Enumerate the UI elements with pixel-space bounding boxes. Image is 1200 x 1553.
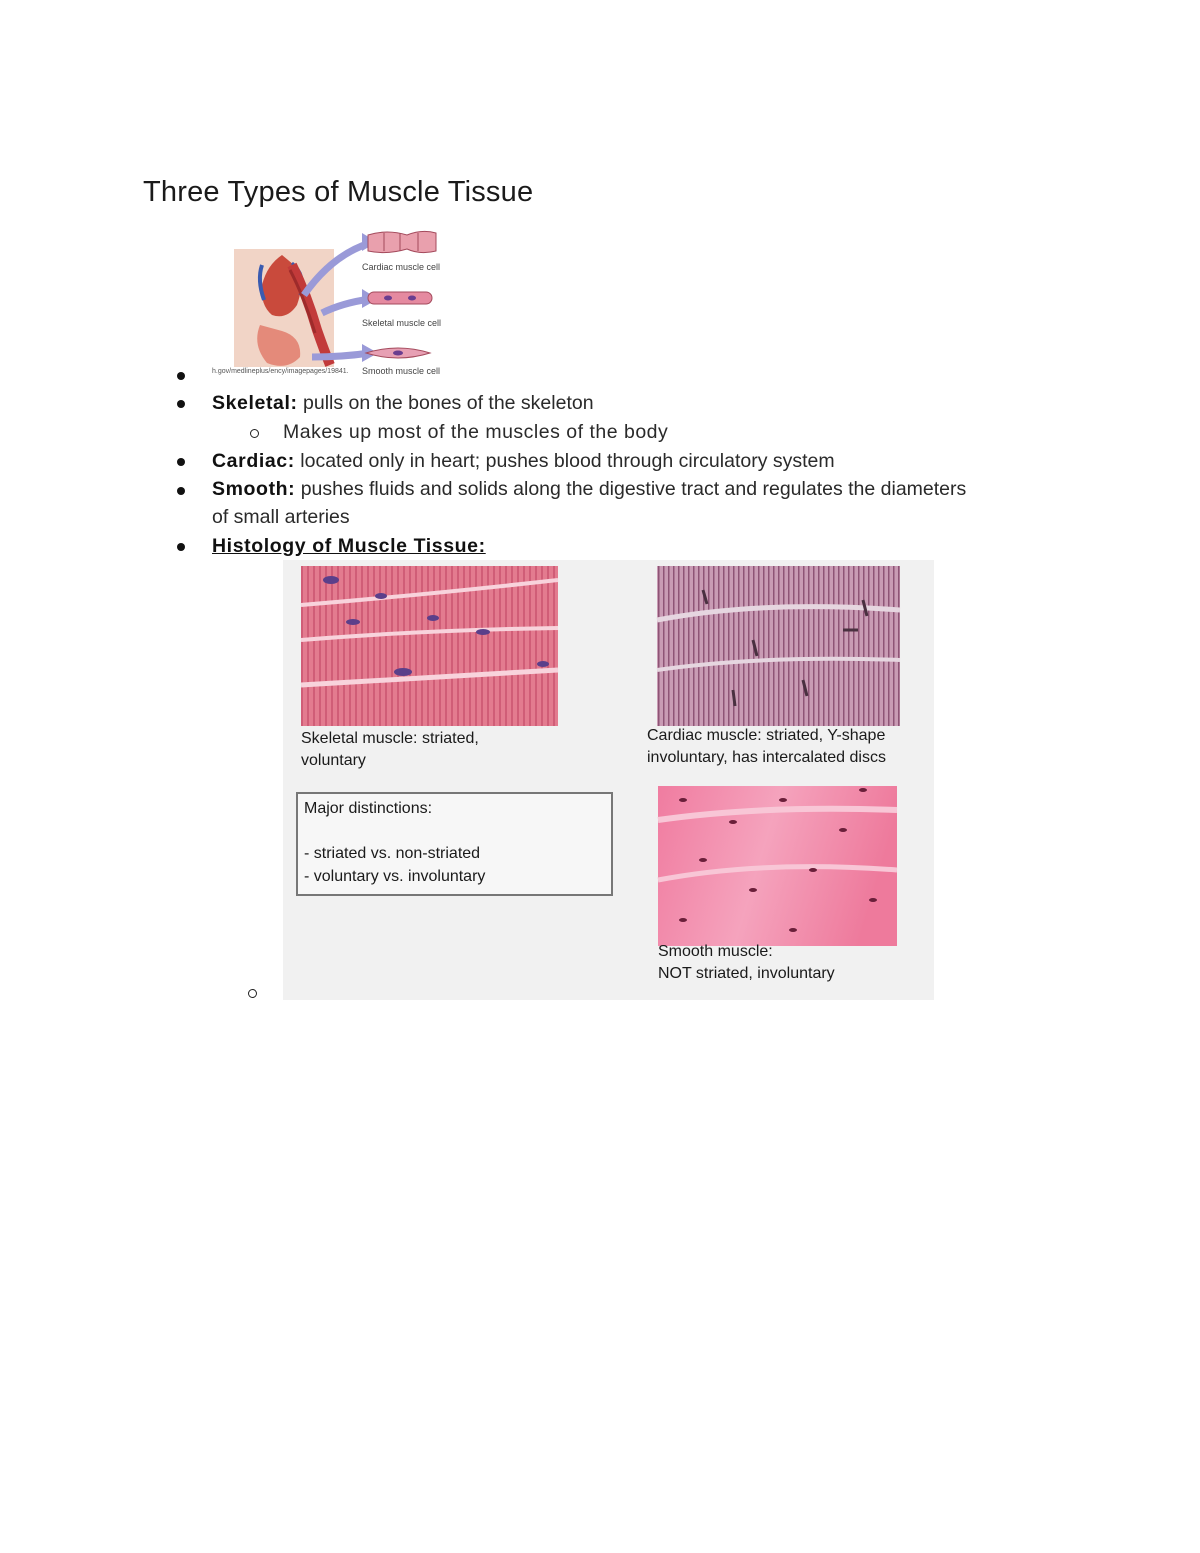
- histology-drawing: [283, 560, 934, 1000]
- cardiac-caption-line1: Cardiac muscle: striated, Y-shape: [647, 727, 886, 744]
- cardiac-caption-line2: involuntary, has intercalated discs: [647, 749, 886, 766]
- sub-bullet-marker: [248, 989, 257, 998]
- cardiac-text: located only in heart; pushes blood through circulatory system: [294, 450, 835, 472]
- major-distinctions-box: [296, 792, 613, 896]
- muscle-types-drawing: [212, 225, 468, 380]
- skeletal-cell-shape: [368, 292, 432, 304]
- smooth-caption: [658, 941, 835, 985]
- muscle-types-illustration: [212, 225, 468, 380]
- smooth-item: [212, 478, 966, 501]
- bullet-marker: [177, 372, 185, 380]
- skeletal-text: pulls on the bones of the skeleton: [297, 392, 594, 414]
- skeletal-caption-line2: voluntary: [301, 752, 366, 769]
- bullet-marker: [177, 543, 185, 551]
- bullet-marker: [177, 458, 185, 466]
- smooth-caption-line1: Smooth muscle:: [658, 943, 773, 960]
- smooth-caption-line2: NOT striated, involuntary: [658, 965, 835, 982]
- skeletal-cell-label: Skeletal muscle cell: [362, 318, 442, 328]
- smooth-item-continued: of small arteries: [212, 506, 350, 528]
- box-line-2: - voluntary vs. involuntary: [304, 868, 486, 885]
- cardiac-caption: [647, 725, 886, 769]
- skeletal-micrograph: [301, 566, 558, 726]
- box-line-1: - striated vs. non-striated: [304, 845, 481, 862]
- cardiac-cell-label: Cardiac muscle cell: [362, 262, 441, 272]
- smooth-term: Smooth:: [212, 478, 296, 500]
- bullet-marker: [177, 487, 185, 495]
- bullet-marker: [177, 400, 185, 408]
- histology-heading: Histology of Muscle Tissue:: [212, 535, 486, 557]
- page-title: Three Types of Muscle Tissue: [143, 176, 534, 208]
- skeletal-caption-line1: Skeletal muscle: striated,: [301, 730, 479, 747]
- smooth-cell-label: Smooth muscle cell: [362, 366, 441, 376]
- skeletal-subitem: Makes up most of the muscles of the body: [283, 421, 669, 443]
- box-title: Major distinctions:: [304, 800, 433, 817]
- cardiac-term: Cardiac:: [212, 450, 295, 472]
- smooth-text: pushes fluids and solids along the digestive tract and regulates the diameters: [295, 478, 967, 500]
- cardiac-micrograph: [657, 566, 900, 726]
- cardiac-item: [212, 450, 835, 473]
- histology-figure: [283, 560, 934, 1000]
- cardiac-cell-shape: [368, 231, 436, 252]
- sub-bullet-marker: [250, 429, 259, 438]
- skeletal-caption: [301, 728, 479, 772]
- skeletal-item: [212, 392, 594, 415]
- skeletal-term: Skeletal:: [212, 392, 298, 414]
- image-source-url: h.gov/medlineplus/ency/imagepages/19841.: [212, 368, 349, 375]
